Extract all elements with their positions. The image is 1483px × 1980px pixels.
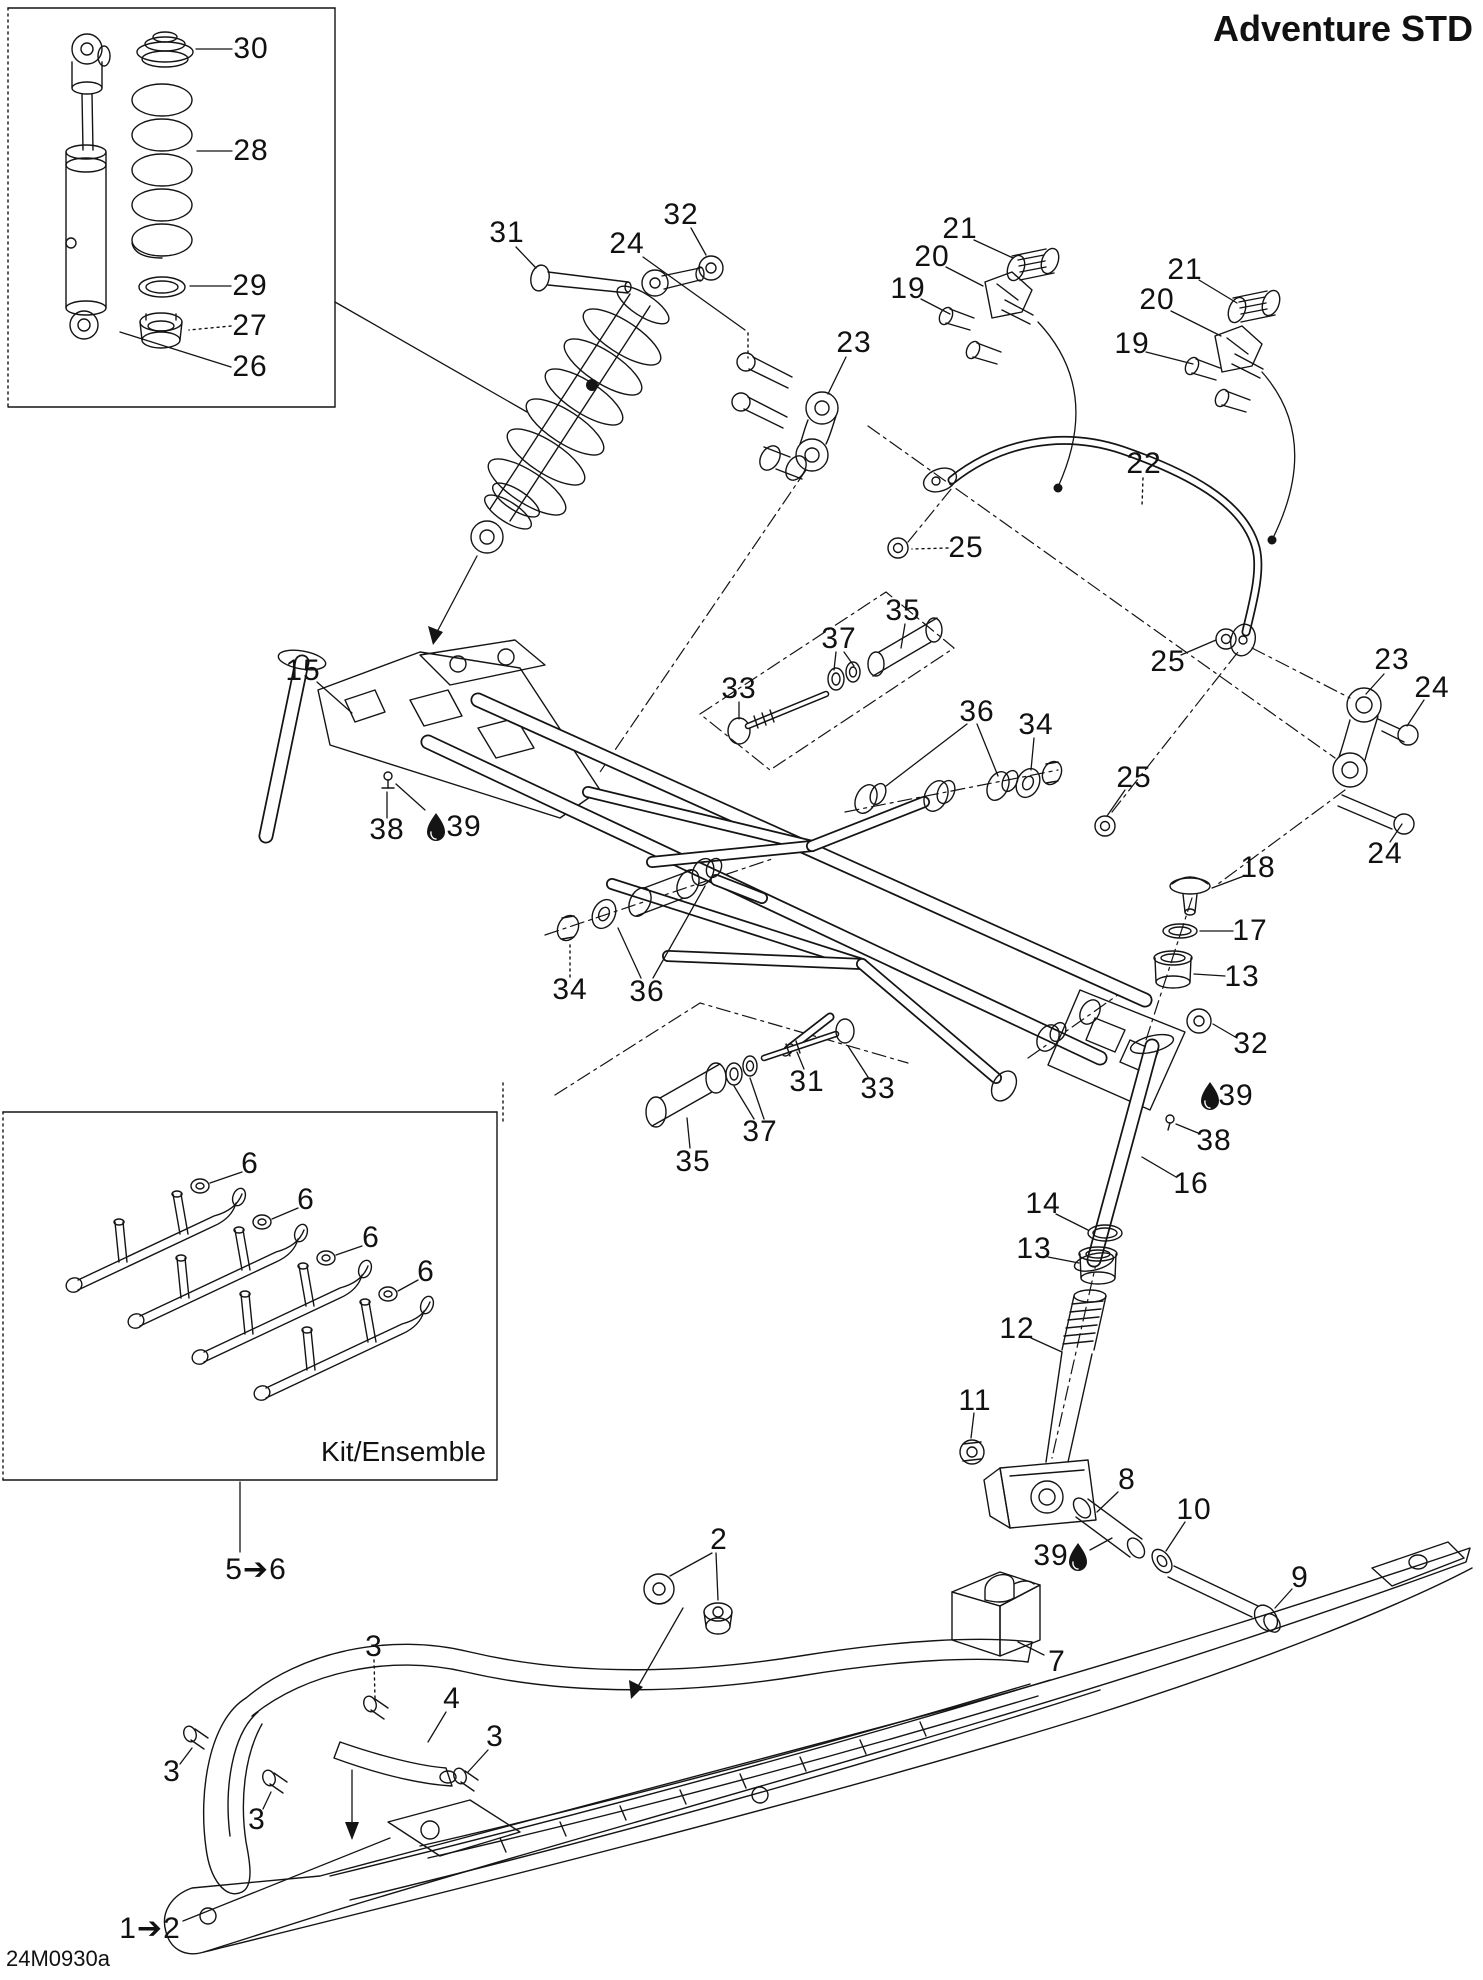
callout-29: 29 — [232, 269, 268, 302]
shock-upper-clevis — [756, 442, 811, 484]
callout-31: 31 — [789, 1065, 825, 1098]
callout-15: 15 — [285, 654, 321, 687]
callout-3: 3 — [163, 1755, 181, 1788]
callout-25: 25 — [948, 531, 984, 564]
callout-1➔2: 1➔2 — [119, 1912, 181, 1945]
callout-35: 35 — [675, 1145, 711, 1178]
callout-20: 20 — [1139, 283, 1175, 316]
callout-24: 24 — [1367, 837, 1403, 870]
callout-6: 6 — [241, 1147, 259, 1180]
callout-33: 33 — [860, 1072, 896, 1105]
sway-bar-nuts-25 — [888, 538, 1236, 836]
runner-kit-parts — [64, 1179, 436, 1403]
callout-39: 39 — [1218, 1079, 1254, 1112]
callout-3: 3 — [486, 1720, 504, 1753]
callout-38: 38 — [1196, 1124, 1232, 1157]
callout-20: 20 — [914, 240, 950, 273]
callout-38: 38 — [369, 813, 405, 846]
callout-25: 25 — [1150, 645, 1186, 678]
callout-6: 6 — [362, 1221, 380, 1254]
callout-28: 28 — [233, 134, 269, 167]
callout-39: 39 — [1033, 1539, 1069, 1572]
callout-25: 25 — [1116, 761, 1152, 794]
callout-7: 7 — [1048, 1645, 1066, 1678]
callout-36: 36 — [959, 695, 995, 728]
callout-37: 37 — [821, 622, 857, 655]
callout-32: 32 — [1233, 1027, 1269, 1060]
callout-6: 6 — [297, 1183, 315, 1216]
link-left-23 — [796, 392, 838, 471]
callout-31: 31 — [489, 216, 525, 249]
callout-22: 22 — [1126, 447, 1162, 480]
rubber-stop-7 — [952, 1572, 1040, 1656]
spindle-cap-18 — [1170, 877, 1210, 915]
callout-3: 3 — [248, 1803, 266, 1836]
bolt-9 — [1168, 1566, 1283, 1635]
callout-34: 34 — [1018, 708, 1054, 741]
callout-2: 2 — [710, 1523, 728, 1556]
callout-21: 21 — [1167, 253, 1203, 286]
callout-9: 9 — [1291, 1561, 1309, 1594]
callout-30: 30 — [233, 32, 269, 65]
callout-24: 24 — [609, 227, 645, 260]
callout-11: 11 — [958, 1384, 992, 1417]
callout-12: 12 — [999, 1312, 1035, 1345]
washer-10 — [1148, 1546, 1176, 1576]
inset-reference-line — [335, 302, 527, 412]
link-left-bolts-24 — [732, 333, 792, 428]
part-code: 24M0930a — [6, 1946, 110, 1971]
callout-26: 26 — [232, 350, 268, 383]
inset-spring-and-parts — [132, 32, 193, 348]
kit-label: Kit/Ensemble — [321, 1436, 486, 1467]
callout-8: 8 — [1118, 1463, 1136, 1496]
link-right-23 — [1333, 688, 1381, 787]
callout-10: 10 — [1176, 1493, 1212, 1526]
front-shock-assembly — [471, 267, 704, 553]
callout-13: 13 — [1224, 960, 1260, 993]
inset-shock-absorber — [66, 34, 110, 339]
callout-34: 34 — [552, 973, 588, 1006]
callout-18: 18 — [1240, 851, 1276, 884]
link-right-bolts-24 — [1338, 719, 1418, 834]
callout-21: 21 — [942, 212, 978, 245]
callout-13: 13 — [1016, 1232, 1052, 1265]
callout-35: 35 — [885, 594, 921, 627]
callout-33: 33 — [721, 672, 757, 705]
callout-6: 6 — [417, 1255, 435, 1288]
ski-handle-and-trim — [182, 1639, 1032, 1893]
callout-32: 32 — [663, 198, 699, 231]
assembly-arrows — [345, 1608, 683, 1840]
callout-16: 16 — [1173, 1167, 1209, 1200]
callout-37: 37 — [742, 1115, 778, 1148]
steering-column — [960, 1225, 1122, 1528]
callout-4: 4 — [443, 1682, 461, 1715]
callout-14: 14 — [1025, 1187, 1061, 1220]
page-title: Adventure STD — [1212, 8, 1473, 49]
callout-23: 23 — [1374, 643, 1410, 676]
shock-bolt-31 — [528, 263, 631, 293]
callout-19: 19 — [1114, 327, 1150, 360]
callout-27: 27 — [232, 309, 268, 342]
callout-23: 23 — [836, 326, 872, 359]
assembly-arrow-shock — [428, 556, 477, 645]
callout-19: 19 — [890, 272, 926, 305]
callout-36: 36 — [629, 975, 665, 1008]
ski-plugs-2 — [644, 1574, 732, 1634]
callout-5➔6: 5➔6 — [225, 1553, 287, 1586]
callout-24: 24 — [1414, 671, 1450, 704]
construction-lines — [503, 426, 1350, 1458]
ski-body — [164, 1539, 1472, 1954]
callout-17: 17 — [1232, 914, 1268, 947]
callout-39: 39 — [446, 810, 482, 843]
callout-3: 3 — [365, 1630, 383, 1663]
